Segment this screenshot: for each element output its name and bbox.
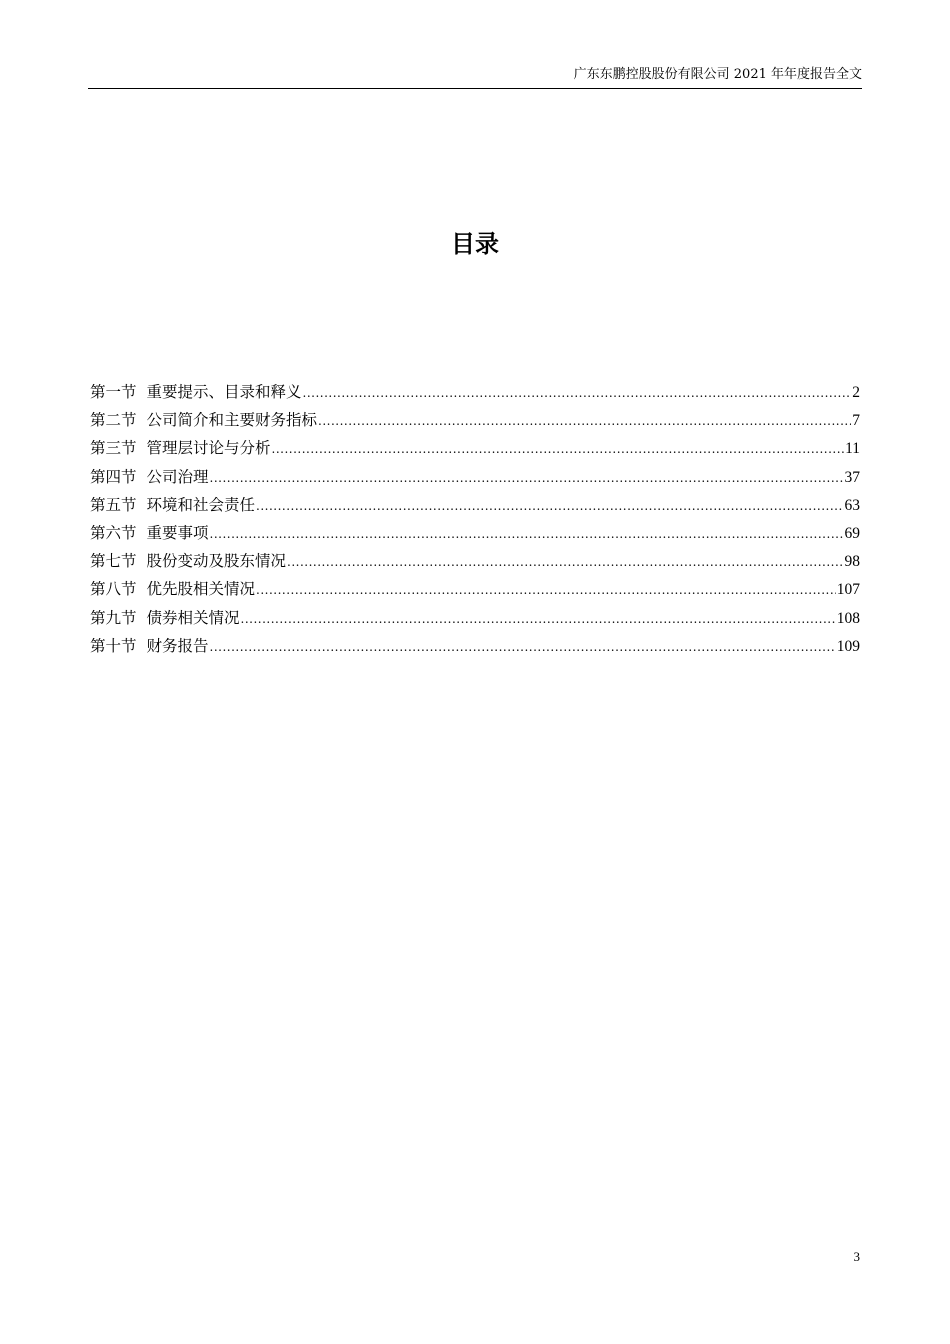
toc-dot-leader bbox=[272, 435, 845, 463]
toc-section-label: 第四节 bbox=[90, 467, 137, 486]
toc-entry-10[interactable] bbox=[90, 632, 860, 660]
toc-entry-8[interactable] bbox=[90, 575, 860, 603]
toc-dot-leader bbox=[210, 633, 836, 661]
toc-section-label: 第九节 bbox=[90, 608, 137, 627]
toc-section-label: 第五节 bbox=[90, 495, 137, 514]
table-of-contents bbox=[90, 378, 860, 660]
page-title: 目录 bbox=[451, 230, 499, 258]
toc-page-number: 108 bbox=[836, 609, 860, 627]
toc-entry-4[interactable] bbox=[90, 463, 860, 491]
toc-page-number: 11 bbox=[845, 440, 860, 458]
toc-section-name: 公司简介和主要财务指标 bbox=[146, 411, 318, 430]
toc-dot-leader bbox=[318, 407, 851, 435]
toc-page-number: 2 bbox=[852, 384, 860, 401]
toc-dot-leader bbox=[303, 379, 852, 407]
toc-section-name: 优先股相关情况 bbox=[146, 580, 256, 599]
toc-entry-3[interactable] bbox=[90, 434, 860, 462]
toc-page-number: 63 bbox=[844, 496, 860, 514]
toc-entry-1[interactable] bbox=[90, 378, 860, 406]
toc-section-name: 重要事项 bbox=[146, 523, 209, 542]
toc-section-label: 第六节 bbox=[90, 523, 137, 542]
toc-section-label: 第八节 bbox=[90, 580, 137, 599]
toc-dot-leader bbox=[210, 464, 844, 492]
toc-page-number: 109 bbox=[836, 637, 860, 655]
toc-dot-leader bbox=[256, 576, 836, 604]
footer-page-number: 3 bbox=[853, 1249, 860, 1264]
toc-section-name: 财务报告 bbox=[146, 636, 209, 655]
toc-section-label: 第一节 bbox=[90, 383, 137, 401]
toc-page-number: 107 bbox=[836, 581, 860, 599]
toc-dot-leader bbox=[287, 548, 843, 576]
toc-entry-2[interactable] bbox=[90, 406, 860, 434]
toc-section-name: 管理层讨论与分析 bbox=[146, 439, 271, 458]
toc-page-number: 7 bbox=[852, 412, 860, 430]
toc-entry-5[interactable] bbox=[90, 491, 860, 519]
toc-page-number: 98 bbox=[844, 553, 860, 571]
toc-section-name: 公司治理 bbox=[146, 467, 209, 486]
toc-page-number: 69 bbox=[844, 524, 860, 542]
toc-page-number: 37 bbox=[844, 468, 860, 486]
toc-section-label: 第十节 bbox=[90, 636, 137, 655]
toc-section-name: 环境和社会责任 bbox=[146, 495, 256, 514]
toc-section-name: 债券相关情况 bbox=[146, 608, 240, 627]
toc-section-name: 重要提示、目录和释义 bbox=[146, 383, 302, 401]
toc-entry-6[interactable] bbox=[90, 519, 860, 547]
toc-entry-9[interactable] bbox=[90, 604, 860, 632]
toc-entry-7[interactable] bbox=[90, 547, 860, 575]
toc-section-label: 第三节 bbox=[90, 439, 137, 458]
header-rule bbox=[88, 88, 862, 89]
toc-dot-leader bbox=[241, 605, 836, 633]
toc-section-name: 股份变动及股东情况 bbox=[146, 552, 287, 571]
toc-dot-leader bbox=[210, 520, 844, 548]
toc-section-label: 第二节 bbox=[90, 411, 137, 430]
running-header: 广东东鹏控股股份有限公司 2021 年年度报告全文 bbox=[573, 67, 862, 82]
toc-dot-leader bbox=[256, 492, 843, 520]
toc-section-label: 第七节 bbox=[90, 552, 137, 571]
